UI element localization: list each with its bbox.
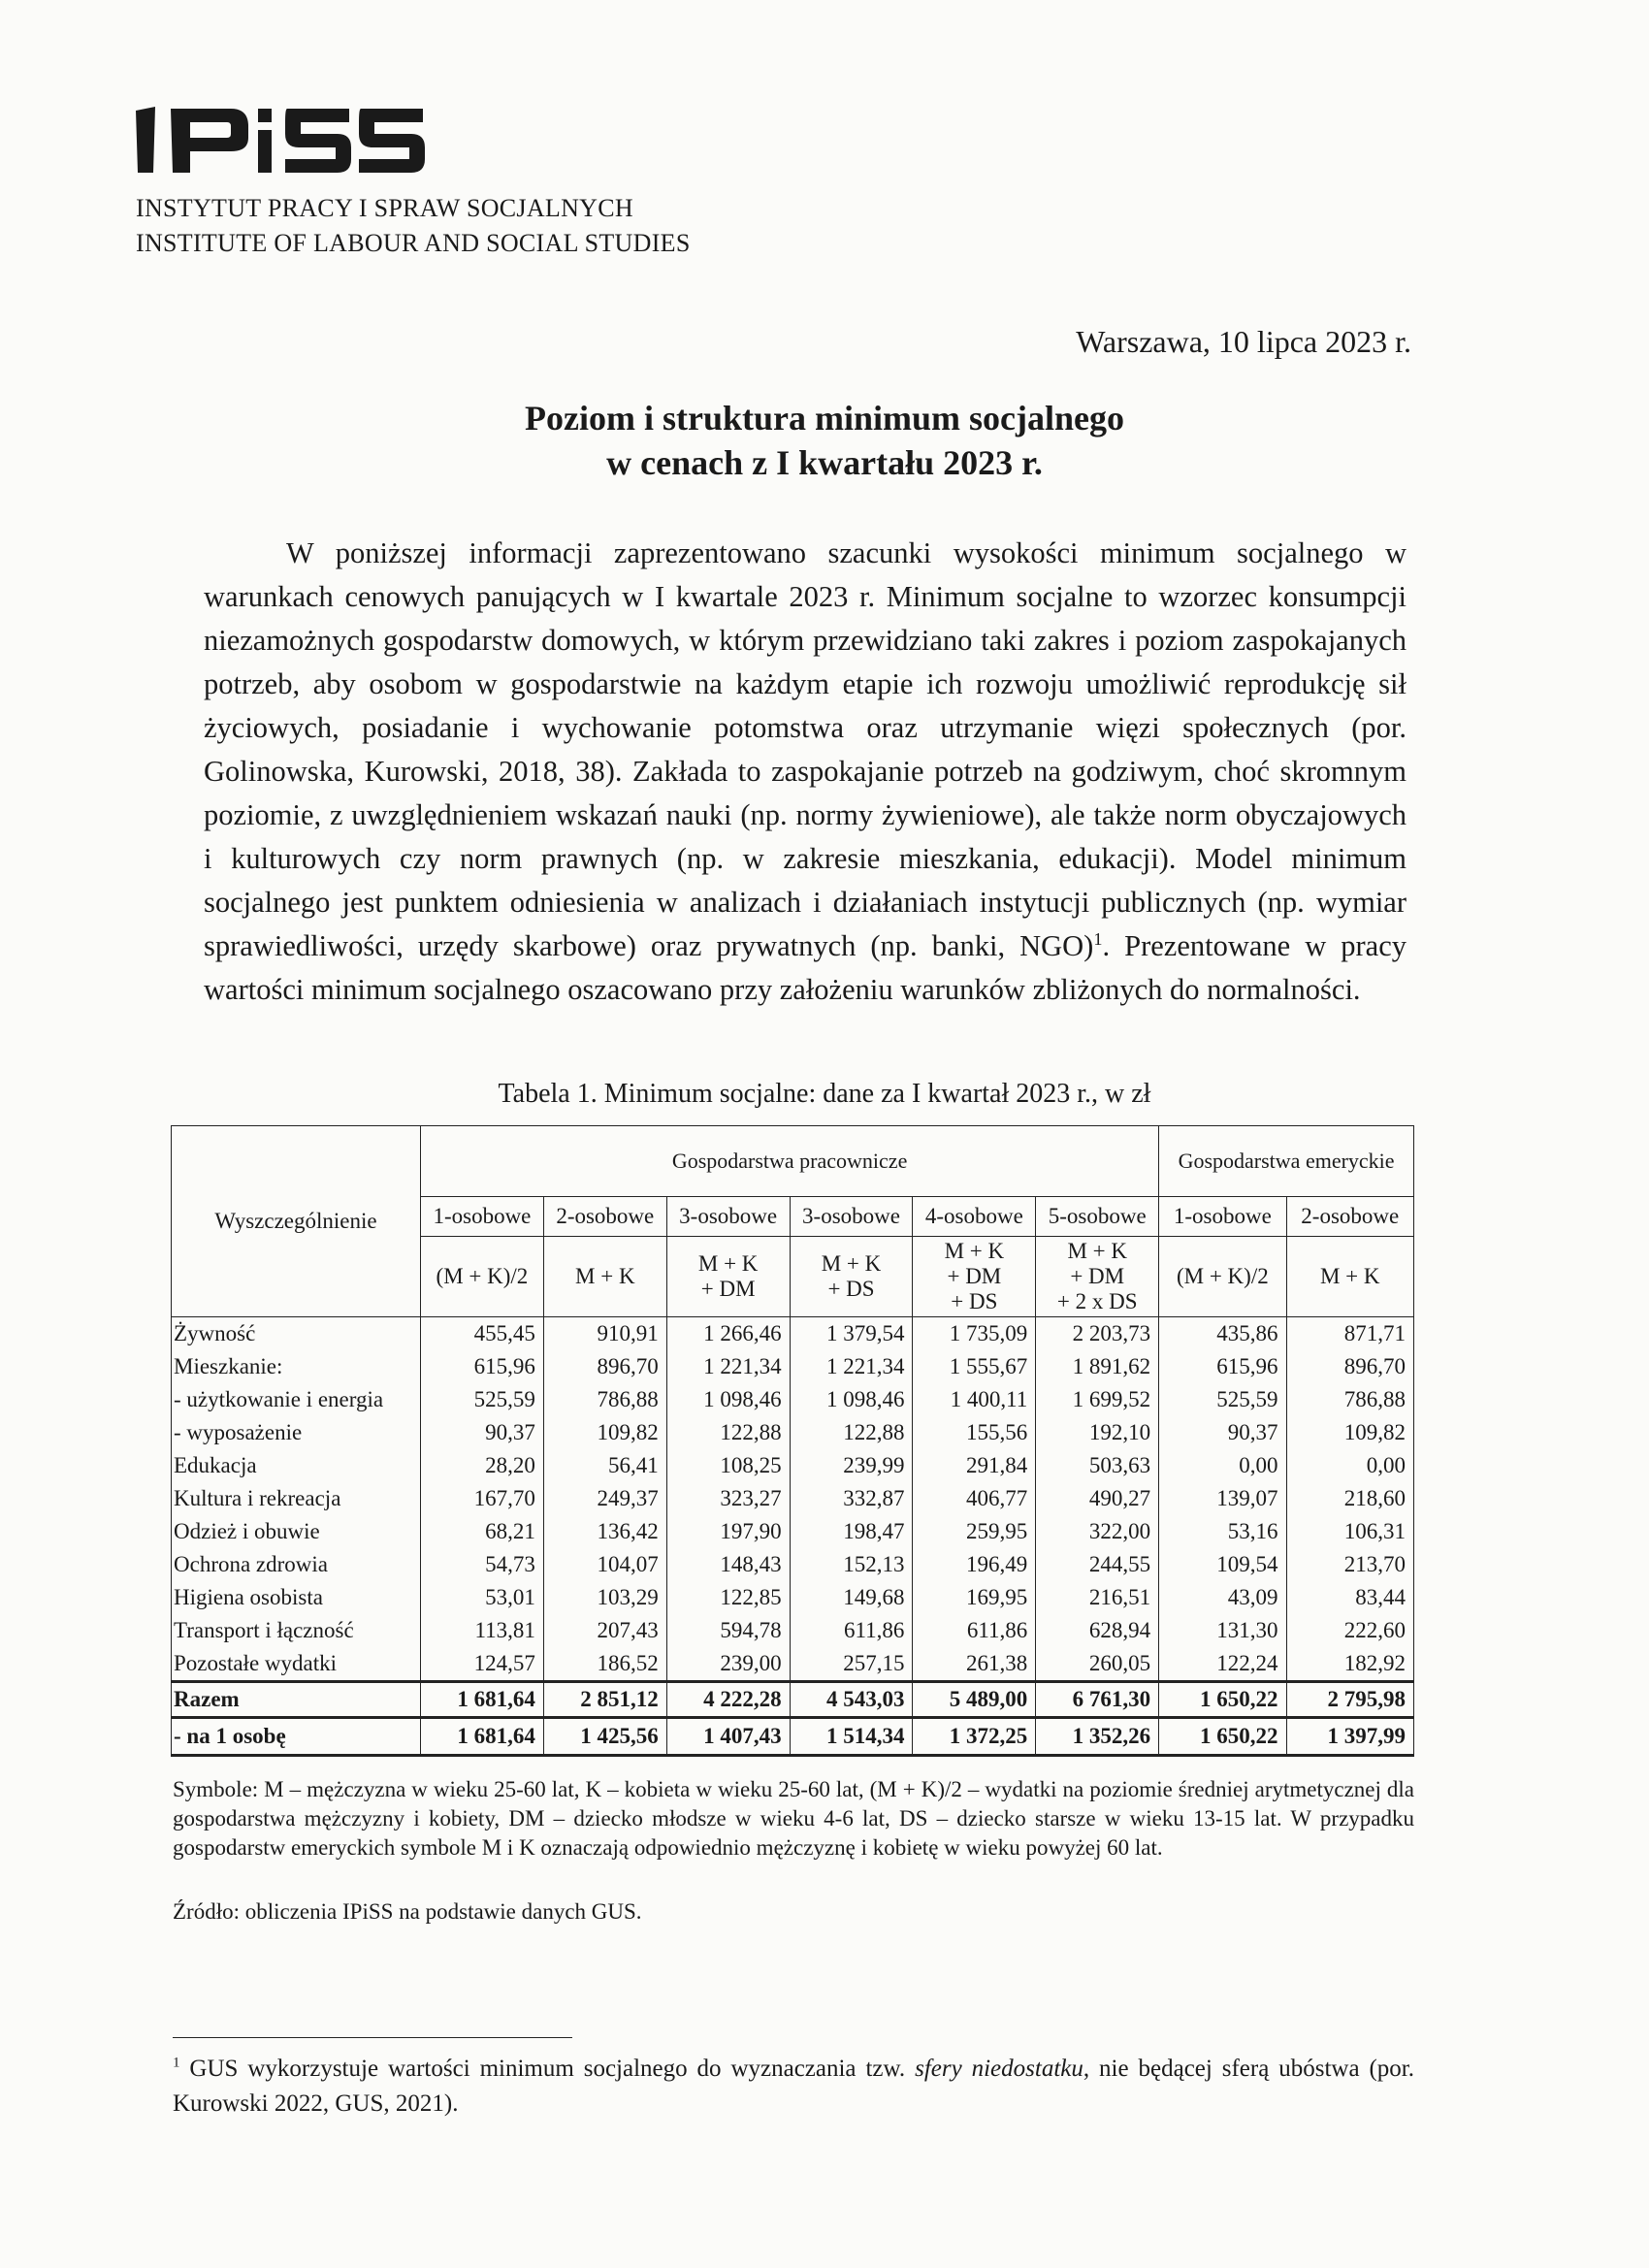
row-label: - wyposażenie — [172, 1416, 421, 1449]
table-cell: 435,86 — [1159, 1317, 1286, 1351]
table-cell: 1 699,52 — [1036, 1383, 1159, 1416]
table-cell: 259,95 — [913, 1515, 1036, 1548]
table-cell: 1 735,09 — [913, 1317, 1036, 1351]
household-composition-header — [421, 1237, 544, 1317]
row-label: Odzież i obuwie — [172, 1515, 421, 1548]
table-cell: 53,16 — [1159, 1515, 1286, 1548]
table-cell: 4 543,03 — [790, 1682, 913, 1718]
table-cell: 261,38 — [913, 1647, 1036, 1682]
composition-line: M + K — [1319, 1264, 1380, 1288]
table-cell: 122,24 — [1159, 1647, 1286, 1682]
table-cell: 786,88 — [543, 1383, 666, 1416]
table-cell: 611,86 — [790, 1614, 913, 1647]
table-cell: 106,31 — [1286, 1515, 1413, 1548]
table-cell: 322,00 — [1036, 1515, 1159, 1548]
table-cell: 249,37 — [543, 1482, 666, 1515]
table-cell: 218,60 — [1286, 1482, 1413, 1515]
table-cell: 525,59 — [421, 1383, 544, 1416]
table-cell: 628,94 — [1036, 1614, 1159, 1647]
table-cell: 332,87 — [790, 1482, 913, 1515]
table-cell: 1 681,64 — [421, 1718, 544, 1756]
table-cell: 186,52 — [543, 1647, 666, 1682]
composition-line: M + K — [575, 1264, 635, 1288]
composition-line: + DM — [700, 1277, 756, 1301]
ipiss-logo — [134, 101, 425, 177]
household-composition-header — [1286, 1237, 1413, 1317]
table-cell: 1 555,67 — [913, 1350, 1036, 1383]
table-caption: Tabela 1. Minimum socjalne: dane za I kwartał 2023 r., w zł — [498, 1079, 1151, 1109]
table-row — [172, 1317, 1414, 1351]
table-row — [172, 1647, 1414, 1682]
table-cell: 786,88 — [1286, 1383, 1413, 1416]
table-cell: 1 400,11 — [913, 1383, 1036, 1416]
table-row — [172, 1416, 1414, 1449]
institute-name-pl: INSTYTUT PRACY I SPRAW SOCJALNYCH — [136, 194, 633, 222]
table-cell: 139,07 — [1159, 1482, 1286, 1515]
row-label: Transport i łączność — [172, 1614, 421, 1647]
table-cell: 152,13 — [790, 1548, 913, 1581]
composition-line: (M + K)/2 — [436, 1264, 529, 1288]
table-cell: 131,30 — [1159, 1614, 1286, 1647]
table-cell: 260,05 — [1036, 1647, 1159, 1682]
household-size-header: 2-osobowe — [543, 1197, 666, 1237]
row-label: Razem — [172, 1682, 421, 1718]
composition-line: M + K — [821, 1251, 882, 1276]
table-cell: 169,95 — [913, 1581, 1036, 1614]
household-size-header: 5-osobowe — [1036, 1197, 1159, 1237]
document-title-line1: Poziom i struktura minimum socjalnego — [525, 399, 1124, 437]
table-cell: 124,57 — [421, 1647, 544, 1682]
table-cell: 1 221,34 — [666, 1350, 790, 1383]
table-row — [172, 1718, 1414, 1756]
table-cell: 4 222,28 — [666, 1682, 790, 1718]
document-title-line2: w cenach z I kwartału 2023 r. — [606, 443, 1043, 482]
household-size-header: 3-osobowe — [790, 1197, 913, 1237]
table-cell: 910,91 — [543, 1317, 666, 1351]
table-cell: 104,07 — [543, 1548, 666, 1581]
footnote-rule — [173, 2037, 572, 2038]
composition-line: M + K — [944, 1239, 1005, 1263]
table-cell: 244,55 — [1036, 1548, 1159, 1581]
table-cell: 503,63 — [1036, 1449, 1159, 1482]
table-cell: 54,73 — [421, 1548, 544, 1581]
table-cell: 525,59 — [1159, 1383, 1286, 1416]
household-composition-header — [543, 1237, 666, 1317]
footnote-text-end: , nie będącej sferą ubóstwa (por. Kurowski 2022, GUS, 2021). — [173, 2056, 1414, 2117]
table-row — [172, 1383, 1414, 1416]
table-cell: 896,70 — [1286, 1350, 1413, 1383]
composition-line: + DS — [951, 1289, 998, 1313]
stub-header: Wyszczególnienie — [172, 1126, 421, 1317]
table-cell: 196,49 — [913, 1548, 1036, 1581]
table-row — [172, 1581, 1414, 1614]
table-cell: 257,15 — [790, 1647, 913, 1682]
table-cell: 222,60 — [1286, 1614, 1413, 1647]
table-cell: 1 425,56 — [543, 1718, 666, 1756]
table-cell: 43,09 — [1159, 1581, 1286, 1614]
table-cell: 1 650,22 — [1159, 1718, 1286, 1756]
composition-line: + DM — [947, 1264, 1002, 1288]
footnote — [173, 2052, 1414, 2122]
row-label: - użytkowanie i energia — [172, 1383, 421, 1416]
table-cell: 167,70 — [421, 1482, 544, 1515]
table-cell: 1 891,62 — [1036, 1350, 1159, 1383]
table-cell: 406,77 — [913, 1482, 1036, 1515]
table-cell: 239,00 — [666, 1647, 790, 1682]
composition-line: (M + K)/2 — [1176, 1264, 1269, 1288]
table-row — [172, 1515, 1414, 1548]
table-cell: 2 795,98 — [1286, 1682, 1413, 1718]
row-label: Żywność — [172, 1317, 421, 1351]
table-cell: 1 514,34 — [790, 1718, 913, 1756]
table-cell: 149,68 — [790, 1581, 913, 1614]
row-label: Pozostałe wydatki — [172, 1647, 421, 1682]
footnote-marker: 1 — [173, 2055, 180, 2071]
composition-line: + 2 x DS — [1056, 1289, 1138, 1313]
table-row — [172, 1449, 1414, 1482]
household-composition-header — [790, 1237, 913, 1317]
table-cell: 197,90 — [666, 1515, 790, 1548]
table-cell: 291,84 — [913, 1449, 1036, 1482]
household-composition-header — [666, 1237, 790, 1317]
table-cell: 1 098,46 — [666, 1383, 790, 1416]
table-cell: 198,47 — [790, 1515, 913, 1548]
table-cell: 6 761,30 — [1036, 1682, 1159, 1718]
table-cell: 182,92 — [1286, 1647, 1413, 1682]
table-cell: 611,86 — [913, 1614, 1036, 1647]
row-label: - na 1 osobę — [172, 1718, 421, 1756]
table-cell: 594,78 — [666, 1614, 790, 1647]
document-date: Warszawa, 10 lipca 2023 r. — [1076, 324, 1411, 359]
table-cell: 216,51 — [1036, 1581, 1159, 1614]
table-cell: 113,81 — [421, 1614, 544, 1647]
row-label: Ochrona zdrowia — [172, 1548, 421, 1581]
row-label: Edukacja — [172, 1449, 421, 1482]
table-cell: 56,41 — [543, 1449, 666, 1482]
table-cell: 108,25 — [666, 1449, 790, 1482]
table-cell: 323,27 — [666, 1482, 790, 1515]
table-cell: 213,70 — [1286, 1548, 1413, 1581]
table-cell: 155,56 — [913, 1416, 1036, 1449]
intro-paragraph — [204, 532, 1406, 1012]
table-cell: 109,54 — [1159, 1548, 1286, 1581]
table-cell: 68,21 — [421, 1515, 544, 1548]
table-row — [172, 1682, 1414, 1718]
table-cell: 53,01 — [421, 1581, 544, 1614]
table-row — [172, 1614, 1414, 1647]
table-cell: 871,71 — [1286, 1317, 1413, 1351]
table-cell: 28,20 — [421, 1449, 544, 1482]
table-cell: 0,00 — [1286, 1449, 1413, 1482]
table-cell: 90,37 — [1159, 1416, 1286, 1449]
table-cell: 122,85 — [666, 1581, 790, 1614]
table-source: Źródło: obliczenia IPiSS na podstawie danych GUS. — [173, 1899, 642, 1924]
table-cell: 103,29 — [543, 1581, 666, 1614]
composition-line: M + K — [697, 1251, 759, 1276]
footnote-ref: 1 — [1093, 928, 1103, 949]
intro-text-end: . Prezentowane w pracy wartości minimum socjalnego oszacowano przy założeniu warunków zbliżonych do normalności. — [204, 929, 1406, 1006]
table-cell: 1 266,46 — [666, 1317, 790, 1351]
table-cell: 1 221,34 — [790, 1350, 913, 1383]
intro-text: W poniższej informacji zaprezentowano szacunki wysokości minimum socjalnego w warunkach cenowych panujących w I kwartale 2023 r. Minimum socjalne to wzorzec konsumpcji niezamożnych gospodarstw domowych, w którym przewidziano taki zakres i poziom zaspokajanych potrzeb, aby osobom w gospodarstwie na każdym etapie ich rozwoju umożliwić reprodukcję sił życiowych, posiadanie i wychowanie potomstwa oraz utrzymanie więzi społecznych (por. Golinowska, Kurowski, 2018, 38). Zakłada to zaspokajanie potrzeb na godziwym, choć skromnym poziomie, z uwzględnieniem wskazań nauki (np. normy żywieniowe), ale także norm obyczajowych i kulturowych czy norm prawnych (np. w zakresie mieszkania, edukacji). Model minimum socjalnego jest punktem odniesienia w analizach i działaniach instytucji publicznych (np. wymiar sprawiedliwości, urzędy skarbowe) oraz prywatnych (np. banki, NGO) — [204, 536, 1406, 962]
table-cell: 1 397,99 — [1286, 1718, 1413, 1756]
table-cell: 122,88 — [790, 1416, 913, 1449]
table-cell: 455,45 — [421, 1317, 544, 1351]
table-cell: 1 098,46 — [790, 1383, 913, 1416]
row-label: Mieszkanie: — [172, 1350, 421, 1383]
table-cell: 109,82 — [543, 1416, 666, 1449]
table-cell: 1 372,25 — [913, 1718, 1036, 1756]
household-size-header: 2-osobowe — [1286, 1197, 1413, 1237]
household-size-header: 3-osobowe — [666, 1197, 790, 1237]
table-cell: 136,42 — [543, 1515, 666, 1548]
table-cell: 1 407,43 — [666, 1718, 790, 1756]
footnote-text: GUS wykorzystuje wartości minimum socjalnego do wyznaczania tzw. — [179, 2056, 916, 2082]
table-cell: 2 851,12 — [543, 1682, 666, 1718]
footnote-italic: sfery niedostatku — [915, 2056, 1083, 2082]
composition-line: M + K — [1067, 1239, 1127, 1263]
table-cell: 1 681,64 — [421, 1682, 544, 1718]
table-row — [172, 1482, 1414, 1515]
table-cell: 122,88 — [666, 1416, 790, 1449]
household-composition-header — [1159, 1237, 1286, 1317]
table-cell: 490,27 — [1036, 1482, 1159, 1515]
minimum-table — [171, 1125, 1414, 1757]
household-size-header: 4-osobowe — [913, 1197, 1036, 1237]
household-size-header: 1-osobowe — [1159, 1197, 1286, 1237]
composition-line: + DS — [827, 1277, 875, 1301]
table-cell: 148,43 — [666, 1548, 790, 1581]
row-label: Higiena osobista — [172, 1581, 421, 1614]
table-row — [172, 1548, 1414, 1581]
table-cell: 207,43 — [543, 1614, 666, 1647]
table-cell: 896,70 — [543, 1350, 666, 1383]
group-header-workers: Gospodarstwa pracownicze — [421, 1126, 1159, 1197]
table-cell: 1 650,22 — [1159, 1682, 1286, 1718]
table-cell: 5 489,00 — [913, 1682, 1036, 1718]
table-row — [172, 1350, 1414, 1383]
table-cell: 83,44 — [1286, 1581, 1413, 1614]
table-cell: 1 352,26 — [1036, 1718, 1159, 1756]
institute-name-en: INSTITUTE OF LABOUR AND SOCIAL STUDIES — [136, 229, 691, 257]
composition-line: + DM — [1070, 1264, 1125, 1288]
table-cell: 90,37 — [421, 1416, 544, 1449]
table-cell: 192,10 — [1036, 1416, 1159, 1449]
table-cell: 0,00 — [1159, 1449, 1286, 1482]
table-cell: 1 379,54 — [790, 1317, 913, 1351]
table-cell: 109,82 — [1286, 1416, 1413, 1449]
household-composition-header — [913, 1237, 1036, 1317]
table-cell: 615,96 — [1159, 1350, 1286, 1383]
table-cell: 615,96 — [421, 1350, 544, 1383]
group-header-pensioners: Gospodarstwa emeryckie — [1159, 1126, 1414, 1197]
row-label: Kultura i rekreacja — [172, 1482, 421, 1515]
table-cell: 2 203,73 — [1036, 1317, 1159, 1351]
household-size-header: 1-osobowe — [421, 1197, 544, 1237]
table-cell: 239,99 — [790, 1449, 913, 1482]
household-composition-header — [1036, 1237, 1159, 1317]
table-notes: Symbole: M – mężczyzna w wieku 25-60 lat, K – kobieta w wieku 25-60 lat, (M + K)/2 – wydatki na poziomie średniej arytmetycznej dla gospodarstwa mężczyzny i kobiety, DM – dziecko młodsze w wieku 4-6 lat, DS – dziecko starsze w wieku 13-15 lat. W przypadku gospodarstw emeryckich symbole M i K oznaczają odpowiednio mężczyznę i kobietę w wieku powyżej 60 lat. — [173, 1777, 1414, 1860]
